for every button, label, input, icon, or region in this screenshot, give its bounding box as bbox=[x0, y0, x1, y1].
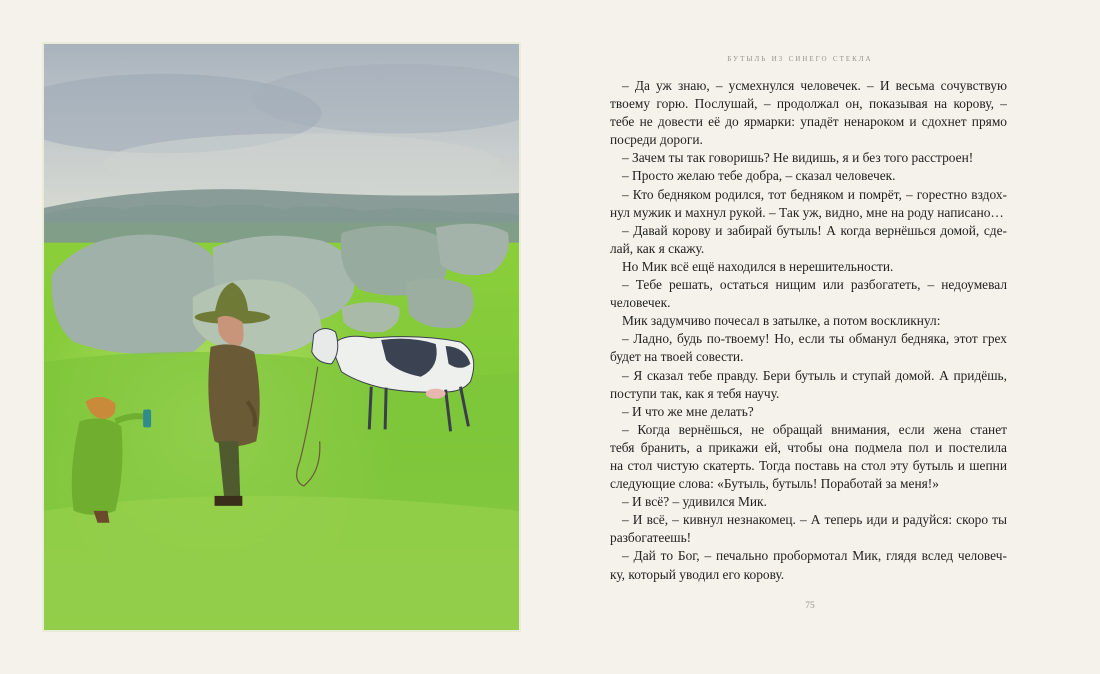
text-line: – Я сказал тебе правду. Бери бутыль и ступай домой. А придёшь, bbox=[622, 367, 1007, 383]
text-line: – Давай корову и забирай бутыль! А когда вернёшься домой, сде- bbox=[622, 222, 1007, 238]
text-line: – И всё, – кивнул незнакомец. – А теперь иди и радуйся: скоро ты bbox=[622, 512, 1007, 528]
page-number: 75 bbox=[805, 601, 815, 611]
text-line: поступи так, как я тебя научу. bbox=[610, 385, 780, 401]
story-text bbox=[610, 77, 1007, 584]
text-line: твоему горю. Послушай, – продолжал он, показывая на корову, – bbox=[610, 96, 1007, 112]
text-line: – Когда вернёшься, не обращай внимания, если жена станет bbox=[622, 421, 1007, 437]
text-line: – Да уж знаю, – усмехнулся человечек. – И весьма сочувствую bbox=[622, 78, 1007, 93]
text-line: разбогатеешь! bbox=[610, 530, 692, 546]
text-line: посреди дороги. bbox=[610, 132, 703, 148]
text-line: человечек. bbox=[610, 295, 671, 311]
text-line: – Дай то Бог, – печально пробормотал Мик, глядя вслед человеч- bbox=[622, 548, 1007, 564]
text-line: – И всё? – удивился Мик. bbox=[622, 494, 767, 510]
text-line: – И что же мне делать? bbox=[622, 403, 754, 419]
text-line: тебе не довести её до ярмарки: упадёт ненароком и сдохнет прямо bbox=[610, 114, 1007, 130]
text-line: – Кто бедняком родился, тот бедняком и помрёт, – горестно вздох- bbox=[622, 186, 1007, 202]
text-line: тебя бранить, а прикажи ей, чтобы она подмела пол и постелила bbox=[610, 439, 1007, 455]
text-line: следующие слова: «Бутыль, бутыль! Поработай за меня!» bbox=[610, 476, 939, 492]
text-line: будет на твоей совести. bbox=[610, 349, 744, 365]
watercolor-illustration bbox=[44, 44, 519, 630]
text-line: ку, который уводил его корову. bbox=[610, 566, 785, 582]
text-line: Но Мик всё ещё находился в нерешительности. bbox=[622, 258, 894, 274]
rock bbox=[52, 235, 221, 355]
text-line: – Просто желаю тебе добра, – сказал человечек. bbox=[622, 168, 896, 184]
illustration bbox=[42, 42, 521, 632]
running-head: бутыль из синего стекла bbox=[727, 54, 873, 64]
rock bbox=[436, 224, 509, 275]
text-line: лай, как я скажу. bbox=[610, 240, 705, 256]
text-line: на стол чистую скатерть. Тогда поставь на стол эту бутыль и шепни bbox=[610, 457, 1007, 473]
text-line: – Зачем ты так говоришь? Не видишь, я и без того расстроен! bbox=[622, 150, 974, 166]
text-line: Мик задумчиво почесал в затылке, а потом воскликнул: bbox=[622, 313, 941, 329]
text-line: нул мужик и махнул рукой. – Так уж, видно, мне на роду написано… bbox=[610, 204, 1004, 220]
text-line: – Ладно, будь по-твоему! Но, если ты обманул бедняка, этот грех bbox=[622, 331, 1007, 347]
text-line: – Тебе решать, остаться нищим или разбогатеть, – недоумевал bbox=[622, 277, 1007, 293]
blue-bottle bbox=[143, 410, 151, 428]
